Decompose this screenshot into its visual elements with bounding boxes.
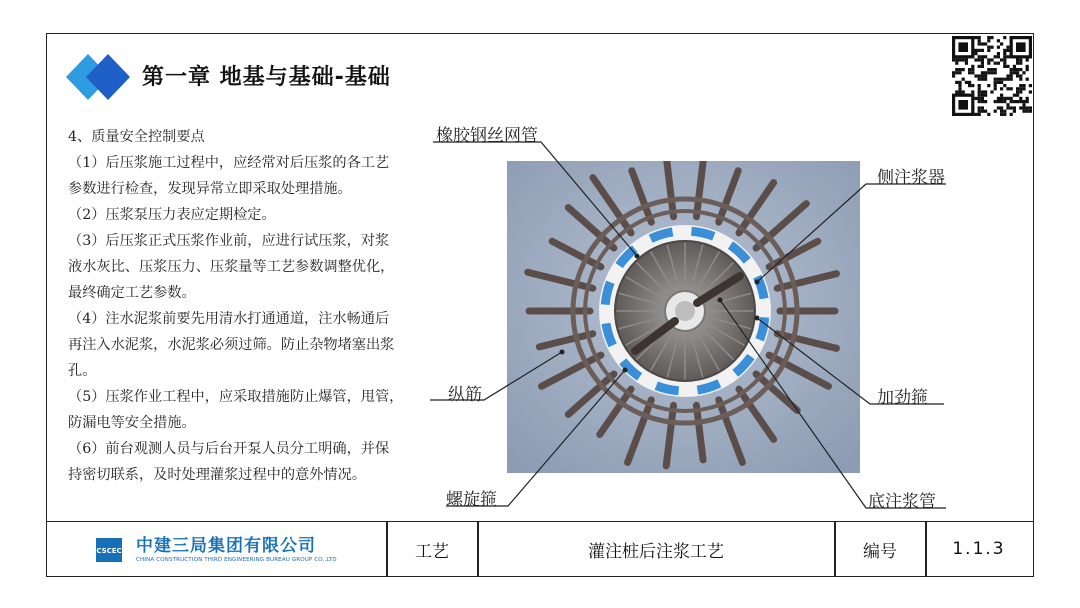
- text-line: 最终确定工艺参数。: [68, 285, 196, 301]
- cscec-logo-icon: [96, 538, 122, 562]
- label-stiffening-hoop: 加劲箍: [877, 388, 928, 408]
- footer-table: [46, 521, 1034, 577]
- text-line: （2）压浆泵压力表应定期检定。: [68, 207, 276, 223]
- text-line: 液水灰比、压浆压力、压浆量等工艺参数调整优化，: [68, 259, 395, 275]
- svg-text:CSCEC: CSCEC: [96, 547, 122, 555]
- text-line: 孔。: [68, 363, 97, 379]
- number-value: 1.1.3: [952, 539, 1006, 559]
- text-line: 参数进行检查，发现异常立即采取处理措施。: [68, 181, 352, 197]
- label-bottom-grout-pipe: 底注浆管: [868, 492, 936, 512]
- label-spiral-hoop: 螺旋箍: [446, 490, 497, 510]
- process-name: 灌注桩后注浆工艺: [588, 541, 724, 562]
- company-cell: [46, 522, 386, 576]
- pile-cage-photo: [507, 161, 860, 473]
- label-side-grouter: 侧注浆器: [877, 168, 945, 188]
- number-label: 编号: [863, 541, 897, 562]
- text-line: （6）前台观测人员与后台开泵人员分工明确，并保: [68, 441, 390, 457]
- text-line: 持密切联系，及时处理灌浆过程中的意外情况。: [68, 467, 366, 483]
- category-label: 工艺: [415, 541, 449, 562]
- label-rubber-pipe: 橡胶钢丝网管: [436, 126, 538, 146]
- chapter-logo-icon: [64, 50, 134, 104]
- company-name: 中建三局集团有限公司: [136, 536, 316, 556]
- quality-safety-text: [68, 124, 436, 488]
- text-line: （4）注水泥浆前要先用清水打通通道，注水畅通后: [68, 311, 390, 327]
- text-line: （5）压浆作业工程中，应采取措施防止爆管，甩管，: [68, 389, 404, 405]
- text-line: 4、质量安全控制要点: [68, 129, 205, 145]
- qr-code-icon: [952, 36, 1032, 116]
- label-longitudinal-bar: 纵筋: [448, 385, 482, 405]
- chapter-title: 第一章 地基与基础-基础: [142, 65, 391, 90]
- text-line: 防漏电等安全措施。: [68, 415, 196, 431]
- text-line: 再注入水泥浆，水泥浆必须过筛。防止杂物堵塞出浆: [68, 337, 395, 353]
- text-line: （1）后压浆施工过程中，应经常对后压浆的各工艺: [68, 155, 390, 171]
- company-english-name: CHINA CONSTRUCTION THIRD ENGINEERING BUREAU GROUP CO.,LTD: [136, 557, 337, 563]
- text-line: （3）后压浆正式压浆作业前，应进行试压浆，对浆: [68, 233, 390, 249]
